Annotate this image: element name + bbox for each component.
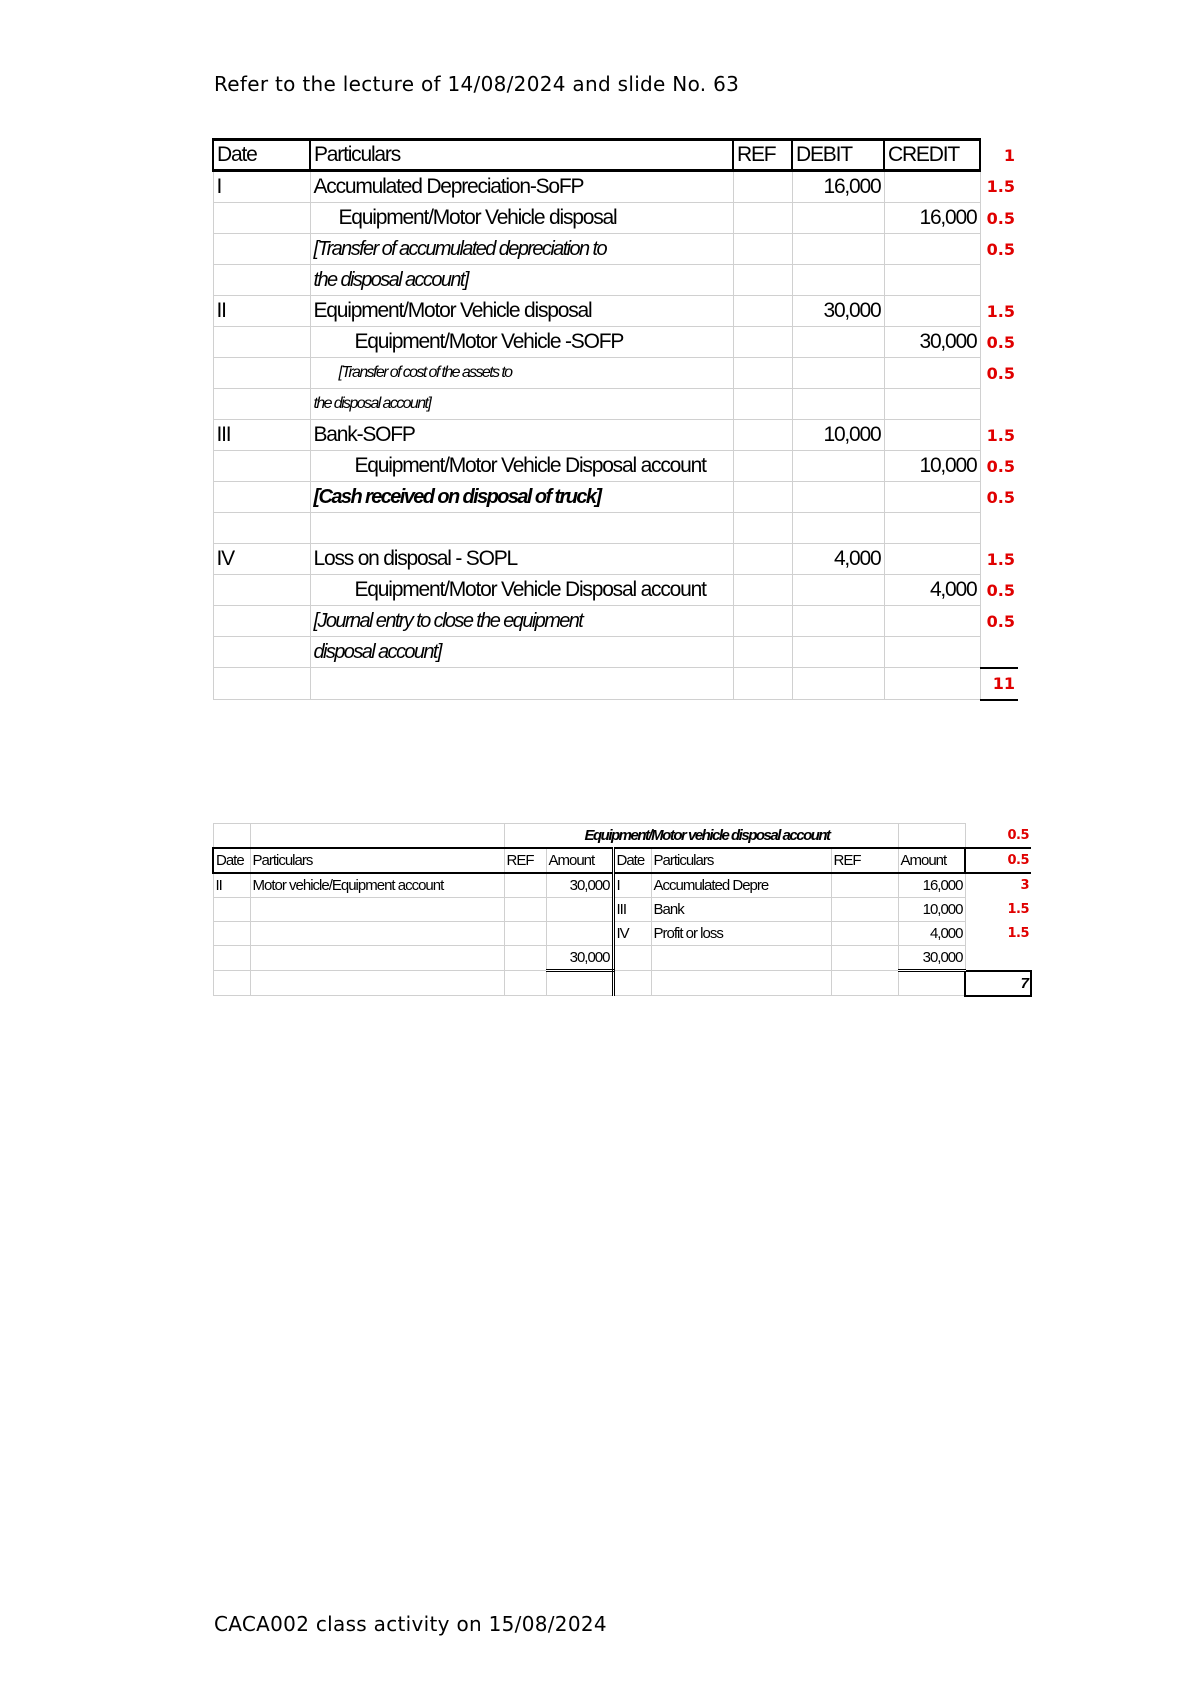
journal-ref-cell: [733, 327, 792, 358]
r-date-cell: IV: [613, 922, 651, 946]
ledger-total-row: [213, 946, 1031, 971]
journal-debit-cell: [792, 327, 884, 358]
journal-ref-cell: [733, 637, 792, 668]
journal-particulars-cell: Equipment/Motor Vehicle -SOFP: [310, 327, 733, 358]
col-debit-header: DEBIT: [792, 140, 884, 171]
journal-debit-cell: [792, 203, 884, 234]
ledger-empty-cell: [504, 971, 546, 996]
journal-particulars-cell: Accumulated Depreciation-SoFP: [310, 171, 733, 203]
journal-debit-cell: 4,000: [792, 544, 884, 575]
r-date-cell: I: [613, 873, 651, 898]
journal-ref-cell: [733, 171, 792, 203]
journal-credit-cell: [884, 513, 980, 544]
r-particulars-cell: Bank: [651, 898, 831, 922]
journal-particulars-cell: [Journal entry to close the equipment: [310, 606, 733, 637]
l-amount-header: Amount: [546, 848, 613, 873]
journal-particulars-cell: Bank-SOFP: [310, 420, 733, 451]
journal-ref-cell: [733, 203, 792, 234]
journal-credit-cell: [884, 389, 980, 420]
journal-ref-cell: [733, 482, 792, 513]
journal-ref-cell: [733, 234, 792, 265]
ledger-mark-cell: 3: [1020, 878, 1029, 894]
l-date-cell: [213, 898, 250, 922]
r-ref-cell: [831, 898, 898, 922]
journal-date-cell: [213, 327, 310, 358]
journal-mark-cell: 11: [980, 668, 1018, 700]
r-date-header: Date: [613, 848, 651, 873]
ledger-header-mark: 0.5: [965, 848, 1031, 873]
journal-row: [213, 420, 1018, 451]
r-particulars-cell: [651, 946, 831, 971]
journal-credit-cell: [884, 234, 980, 265]
mark-header: 1: [1003, 145, 1015, 165]
journal-row: [213, 606, 1018, 637]
journal-debit-cell: 16,000: [792, 171, 884, 203]
journal-row: [213, 637, 1018, 668]
ledger-total-mark: 7: [965, 971, 1031, 996]
ledger-header-row: [213, 848, 1031, 873]
l-particulars-cell: Motor vehicle/Equipment account: [250, 873, 504, 898]
l-particulars-cell: [250, 946, 504, 971]
journal-row: [213, 296, 1018, 327]
l-date-cell: [213, 946, 250, 971]
journal-table: [212, 138, 1018, 701]
journal-mark-cell: [980, 637, 1018, 668]
ledger-mark-cell: 1.5: [1007, 902, 1029, 917]
l-particulars-cell: [250, 922, 504, 946]
journal-debit-cell: [792, 265, 884, 296]
r-date-cell: III: [613, 898, 651, 922]
ledger-final-row: [213, 971, 1031, 996]
l-date-cell: II: [213, 873, 250, 898]
journal-debit-cell: [792, 451, 884, 482]
journal-row: [213, 358, 1018, 389]
l-ref-cell: [504, 946, 546, 971]
journal-ref-cell: [733, 575, 792, 606]
footer-note: CACA002 class activity on 15/08/2024: [214, 1612, 607, 1636]
ledger-row: [213, 898, 1031, 922]
journal-particulars-cell: the disposal account]: [310, 389, 733, 420]
journal-mark-cell: 0.5: [986, 208, 1015, 228]
journal-date-cell: [213, 389, 310, 420]
journal-row: [213, 451, 1018, 482]
journal-credit-cell: [884, 265, 980, 296]
r-amount-cell: 10,000: [898, 898, 965, 922]
journal-date-cell: [213, 606, 310, 637]
journal-ref-cell: [733, 265, 792, 296]
l-amount-cell: [546, 922, 613, 946]
journal-credit-cell: 4,000: [884, 575, 980, 606]
l-particulars-header: Particulars: [250, 848, 504, 873]
journal-particulars-cell: Equipment/Motor Vehicle disposal: [310, 203, 733, 234]
ledger-mark-cell: [965, 946, 1031, 971]
journal-particulars-cell: [Transfer of accumulated depreciation to: [310, 234, 733, 265]
r-date-cell: [613, 946, 651, 971]
journal-ref-cell: [733, 513, 792, 544]
r-particulars-cell: Profit or loss: [651, 922, 831, 946]
journal-particulars-cell: [Transfer of cost of the assets to: [310, 358, 733, 389]
journal-date-cell: [213, 575, 310, 606]
ledger-empty-cell: [213, 971, 250, 996]
journal-ref-cell: [733, 668, 792, 700]
journal-particulars-cell: Equipment/Motor Vehicle disposal: [310, 296, 733, 327]
journal-debit-cell: [792, 637, 884, 668]
journal-date-cell: II: [213, 296, 310, 327]
l-ref-cell: [504, 922, 546, 946]
journal-credit-cell: [884, 544, 980, 575]
journal-date-cell: IV: [213, 544, 310, 575]
journal-particulars-cell: Loss on disposal - SOPL: [310, 544, 733, 575]
journal-particulars-cell: [310, 513, 733, 544]
journal-particulars-cell: disposal account]: [310, 637, 733, 668]
ledger-mark-cell: 1.5: [1007, 926, 1029, 941]
journal-mark-cell: 0.5: [986, 363, 1015, 383]
l-particulars-cell: [250, 898, 504, 922]
journal-ref-cell: [733, 606, 792, 637]
l-ref-cell: [504, 873, 546, 898]
l-ref-cell: [504, 898, 546, 922]
journal-debit-cell: 10,000: [792, 420, 884, 451]
journal-credit-cell: [884, 482, 980, 513]
r-particulars-header: Particulars: [651, 848, 831, 873]
journal-date-cell: [213, 668, 310, 700]
r-ref-header: REF: [831, 848, 898, 873]
ledger-title-mark: 0.5: [1007, 827, 1029, 843]
journal-mark-cell: 0.5: [986, 611, 1015, 631]
journal-credit-cell: [884, 358, 980, 389]
journal-row: [213, 171, 1018, 203]
ledger-empty-cell: [898, 971, 965, 996]
journal-date-cell: I: [213, 171, 310, 203]
journal-credit-cell: [884, 606, 980, 637]
ledger-table: [212, 823, 1032, 997]
r-amount-cell: 16,000: [898, 873, 965, 898]
journal-debit-cell: [792, 606, 884, 637]
r-ref-cell: [831, 922, 898, 946]
l-amount-cell: [546, 898, 613, 922]
journal-credit-cell: 30,000: [884, 327, 980, 358]
journal-date-cell: [213, 482, 310, 513]
journal-row: [213, 668, 1018, 700]
ledger-title: Equipment/Motor vehicle disposal account: [504, 824, 898, 849]
journal-debit-cell: [792, 234, 884, 265]
journal-debit-cell: [792, 513, 884, 544]
journal-particulars-cell: [Cash received on disposal of truck]: [310, 482, 733, 513]
journal-mark-cell: 1.5: [986, 301, 1015, 321]
ledger-empty-cell: [831, 971, 898, 996]
journal-ref-cell: [733, 389, 792, 420]
journal-mark-cell: 1.5: [986, 425, 1015, 445]
l-ref-header: REF: [504, 848, 546, 873]
col-credit-header: CREDIT: [884, 140, 980, 171]
journal-credit-cell: [884, 171, 980, 203]
journal-row: [213, 482, 1018, 513]
journal-date-cell: [213, 203, 310, 234]
journal-debit-cell: [792, 389, 884, 420]
journal-ref-cell: [733, 296, 792, 327]
journal-particulars-cell: [310, 668, 733, 700]
r-ref-cell: [831, 946, 898, 971]
journal-debit-cell: [792, 575, 884, 606]
journal-date-cell: III: [213, 420, 310, 451]
r-ref-cell: [831, 873, 898, 898]
journal-credit-cell: [884, 296, 980, 327]
journal-credit-cell: [884, 420, 980, 451]
r-total-amount: 30,000: [898, 946, 965, 971]
ledger-empty-cell: [250, 971, 504, 996]
ledger-empty-cell: [651, 971, 831, 996]
journal-mark-cell: 0.5: [986, 456, 1015, 476]
journal-row: [213, 389, 1018, 420]
r-particulars-cell: Accumulated Depre: [651, 873, 831, 898]
journal-mark-cell: 0.5: [986, 239, 1015, 259]
header-note: Refer to the lecture of 14/08/2024 and slide No. 63: [214, 72, 740, 96]
journal-credit-cell: 10,000: [884, 451, 980, 482]
journal-credit-cell: [884, 637, 980, 668]
journal-row: [213, 234, 1018, 265]
journal-ref-cell: [733, 451, 792, 482]
r-amount-header: Amount: [898, 848, 965, 873]
l-total-amount: 30,000: [546, 946, 613, 971]
ledger-row: [213, 922, 1031, 946]
journal-row: [213, 203, 1018, 234]
journal-ref-cell: [733, 420, 792, 451]
ledger-empty-cell: [546, 971, 613, 996]
journal-debit-cell: [792, 358, 884, 389]
col-particulars-header: Particulars: [310, 140, 733, 171]
journal-mark-cell: 1.5: [986, 549, 1015, 569]
ledger-title-row: [213, 824, 1031, 849]
journal-ref-cell: [733, 544, 792, 575]
journal-mark-cell: 0.5: [986, 487, 1015, 507]
journal-row: [213, 544, 1018, 575]
journal-row: [213, 265, 1018, 296]
journal-date-cell: [213, 265, 310, 296]
l-date-header: Date: [213, 848, 250, 873]
journal-date-cell: [213, 637, 310, 668]
journal-mark-cell: 0.5: [986, 580, 1015, 600]
journal-particulars-cell: the disposal account]: [310, 265, 733, 296]
ledger-row: [213, 873, 1031, 898]
journal-date-cell: [213, 451, 310, 482]
journal-mark-cell: [980, 265, 1018, 296]
col-ref-header: REF: [733, 140, 792, 171]
journal-credit-cell: 16,000: [884, 203, 980, 234]
journal-debit-cell: [792, 482, 884, 513]
r-amount-cell: 4,000: [898, 922, 965, 946]
journal-debit-cell: [792, 668, 884, 700]
journal-row: [213, 575, 1018, 606]
journal-mark-cell: [980, 389, 1018, 420]
l-amount-cell: 30,000: [546, 873, 613, 898]
l-date-cell: [213, 922, 250, 946]
journal-header-row: [213, 140, 1018, 171]
journal-mark-cell: [980, 513, 1018, 544]
journal-mark-cell: 0.5: [986, 332, 1015, 352]
journal-row: [213, 513, 1018, 544]
journal-particulars-cell: Equipment/Motor Vehicle Disposal account: [310, 575, 733, 606]
journal-ref-cell: [733, 358, 792, 389]
journal-date-cell: [213, 234, 310, 265]
journal-particulars-cell: Equipment/Motor Vehicle Disposal account: [310, 451, 733, 482]
journal-credit-cell: [884, 668, 980, 700]
journal-date-cell: [213, 513, 310, 544]
journal-debit-cell: 30,000: [792, 296, 884, 327]
journal-row: [213, 327, 1018, 358]
journal-mark-cell: 1.5: [986, 177, 1015, 196]
ledger-empty-cell: [613, 971, 651, 996]
col-date-header: Date: [213, 140, 310, 171]
journal-date-cell: [213, 358, 310, 389]
